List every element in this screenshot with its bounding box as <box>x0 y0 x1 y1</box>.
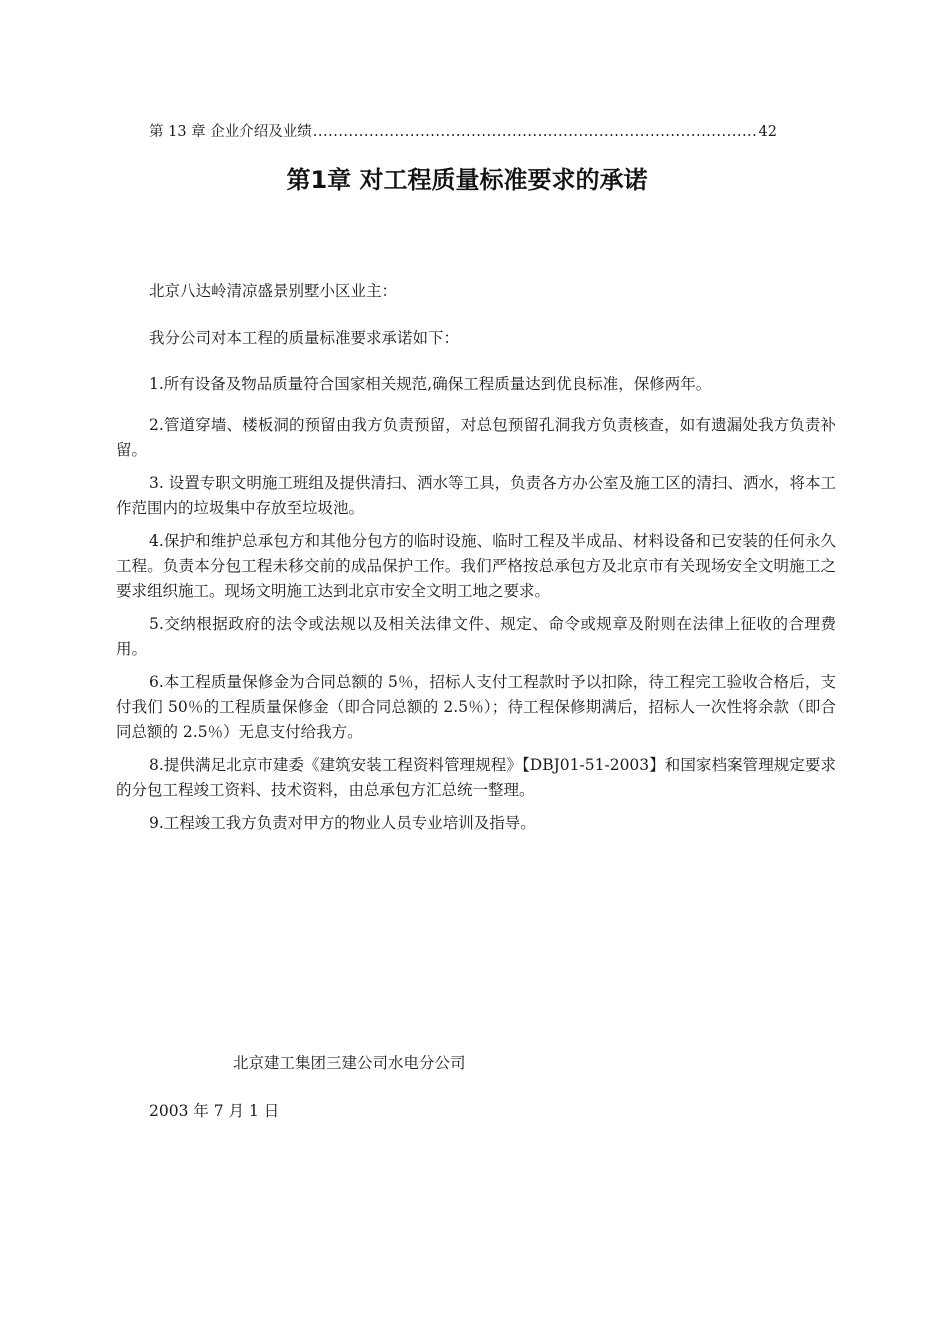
intro-paragraph: 我分公司对本工程的质量标准要求承诺如下： <box>149 329 460 347</box>
clause-9: 9.工程竣工我方负责对甲方的物业人员专业培训及指导。 <box>149 814 536 832</box>
signing-company: 北京建工集团三建公司水电分公司 <box>233 1054 466 1072</box>
salutation: 北京八达岭清凉盛景别墅小区业主： <box>149 282 398 300</box>
clause-8: 8.提供满足北京市建委《建筑安装工程资料管理规程》【DBJ01-51-2003】和国家档案管理规定要求的分包工程竣工资料、技术资料，由总承包方汇总统一整理。 <box>116 756 836 799</box>
clause-5: 5.交纳根据政府的法令或法规以及相关法律文件、规定、命令或规章及附则在法律上征收的合理费用。 <box>116 615 836 658</box>
clause-4: 4.保护和维护总承包方和其他分包方的临时设施、临时工程及半成品、材料设备和已安装的任何永久工程。负责本分包工程未移交前的成品保护工作。我们严格按总承包方及北京市有关现场安全文明施工之要求组织施工。现场文明施工达到北京市安全文明工地之要求。 <box>116 532 836 600</box>
toc-entry-page: 42 <box>758 124 777 140</box>
toc-entry[interactable] <box>149 122 777 142</box>
clause-1: 1.所有设备及物品质量符合国家相关规范,确保工程质量达到优良标准，保修两年。 <box>149 375 712 393</box>
toc-entry-label: 第 13 章 企业介绍及业绩 <box>149 124 312 140</box>
clause-3: 3. 设置专职文明施工班组及提供清扫、洒水等工具，负责各方办公室及施工区的清扫、洒水，将本工作范围内的垃圾集中存放至垃圾池。 <box>116 474 836 517</box>
chapter-title: 第1章 对工程质量标准要求的承诺 <box>286 166 648 194</box>
clause-6: 6.本工程质量保修金为合同总额的 5％，招标人支付工程款时予以扣除，待工程完工验收合格后，支付我们 50％的工程质量保修金（即合同总额的 2.5％）；待工程保修期满后，招标人一次性将余款（即合同总额的 2.5％）无息支付给我方。 <box>116 673 836 741</box>
signing-date: 2003 年 7 月 1 日 <box>149 1102 280 1120</box>
clause-2: 2.管道穿墙、楼板洞的预留由我方负责预留，对总包预留孔洞我方负责核查，如有遗漏处我方负责补留。 <box>116 416 836 459</box>
toc-leader-dots <box>313 122 758 142</box>
commitment-clauses <box>116 372 836 836</box>
